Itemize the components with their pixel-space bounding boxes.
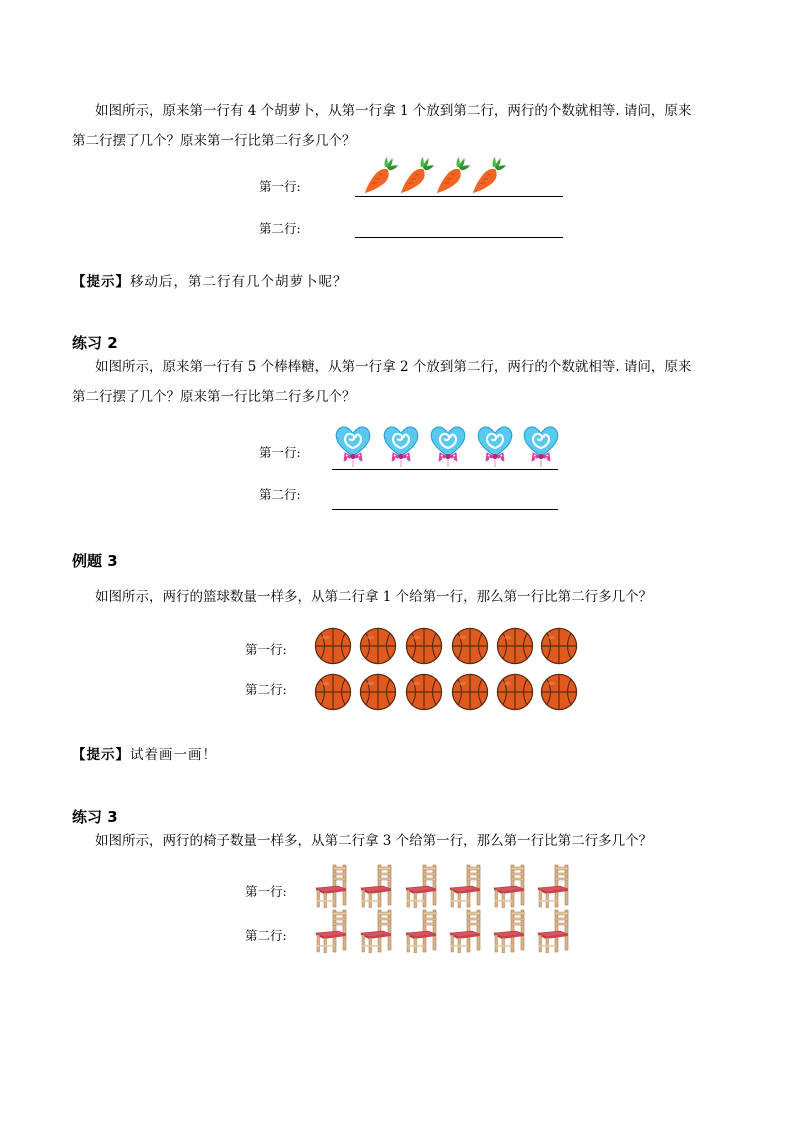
basketball-icon [496, 673, 534, 711]
carrot-row2-label: 第二行: [259, 221, 301, 236]
chair-icon [492, 864, 526, 908]
ball-row2-label: 第二行: [245, 682, 287, 697]
hint-text: 移动后，第二行有几个胡萝卜呢？ [130, 274, 348, 290]
chair-row2-items [312, 909, 582, 953]
basketball-icon [359, 673, 397, 711]
practice2-heading: 练习 2 [72, 334, 118, 352]
lollipop-row2-line [332, 509, 558, 510]
lollipop-row1-line [332, 469, 558, 470]
example3-hint [72, 743, 217, 763]
chair-row2-label: 第二行: [245, 928, 287, 943]
hint-bracket-open: 【 [72, 274, 87, 290]
example3-heading: 例题 3 [72, 552, 118, 570]
basketball-icon [451, 673, 489, 711]
carrot-question-line1: 如图所示，原来第一行有 4 个胡萝卜，从第一行拿 1 个放到第二行，两行的个数就相等. 请问，原来 [95, 103, 692, 119]
practice3-heading: 练习 3 [72, 808, 118, 826]
basketball-icon [314, 673, 352, 711]
basketball-icon [540, 673, 578, 711]
hint-bracket-close: 】 [115, 274, 130, 290]
ball-row2-items [312, 673, 582, 713]
lollipop-row1-label: 第一行: [259, 445, 301, 460]
carrot-row1-items [355, 157, 565, 197]
ball-row1-items [312, 627, 582, 667]
lollipop-icon [476, 425, 514, 467]
carrot-icon [469, 157, 507, 195]
hint-word: 提示 [86, 747, 116, 763]
carrot-row1-line [355, 196, 563, 197]
chair-icon [448, 909, 482, 953]
chair-icon [314, 909, 348, 953]
practice2-question-line1: 如图所示，原来第一行有 5 个棒棒糖，从第一行拿 2 个放到第二行，两行的个数就相等. 请问，原来 [95, 359, 692, 375]
lollipop-row1-items [332, 425, 562, 469]
chair-icon [359, 909, 393, 953]
chair-icon [404, 864, 438, 908]
lollipop-icon [334, 425, 372, 467]
hint-bracket-open: 【 [72, 747, 87, 763]
example3-question: 如图所示，两行的篮球数量一样多，从第二行拿 1 个给第一行，那么第一行比第二行多几个？ [95, 589, 653, 605]
chair-row1-items [312, 864, 582, 908]
carrot-row2-line [355, 237, 563, 238]
carrot-icon [361, 157, 399, 195]
carrot-icon [433, 157, 471, 195]
basketball-icon [496, 627, 534, 665]
basketball-icon [540, 627, 578, 665]
chair-icon [404, 909, 438, 953]
chair-icon [448, 864, 482, 908]
chair-row1-label: 第一行: [245, 884, 287, 899]
carrot-question-line2: 第二行摆了几个？原来第一行比第二行多几个？ [72, 133, 356, 149]
carrot-icon [397, 157, 435, 195]
basketball-icon [359, 627, 397, 665]
basketball-icon [405, 673, 443, 711]
chair-icon [314, 864, 348, 908]
carrot-row1-label: 第一行: [259, 179, 301, 194]
chair-icon [492, 909, 526, 953]
lollipop-icon [382, 425, 420, 467]
lollipop-row2-label: 第二行: [259, 487, 301, 502]
chair-icon [359, 864, 393, 908]
basketball-icon [314, 627, 352, 665]
lollipop-icon [429, 425, 467, 467]
hint-text: 试着画一画！ [130, 747, 217, 763]
lollipop-icon [522, 425, 560, 467]
basketball-icon [451, 627, 489, 665]
practice2-question-line2: 第二行摆了几个？原来第一行比第二行多几个？ [72, 389, 356, 405]
chair-icon [536, 864, 570, 908]
practice3-question: 如图所示，两行的椅子数量一样多，从第二行拿 3 个给第一行，那么第一行比第二行多几个？ [95, 833, 653, 849]
hint-word: 提示 [86, 274, 116, 290]
ball-row1-label: 第一行: [245, 642, 287, 657]
carrot-hint [72, 270, 348, 290]
basketball-icon [405, 627, 443, 665]
chair-icon [536, 909, 570, 953]
hint-bracket-close: 】 [115, 747, 130, 763]
